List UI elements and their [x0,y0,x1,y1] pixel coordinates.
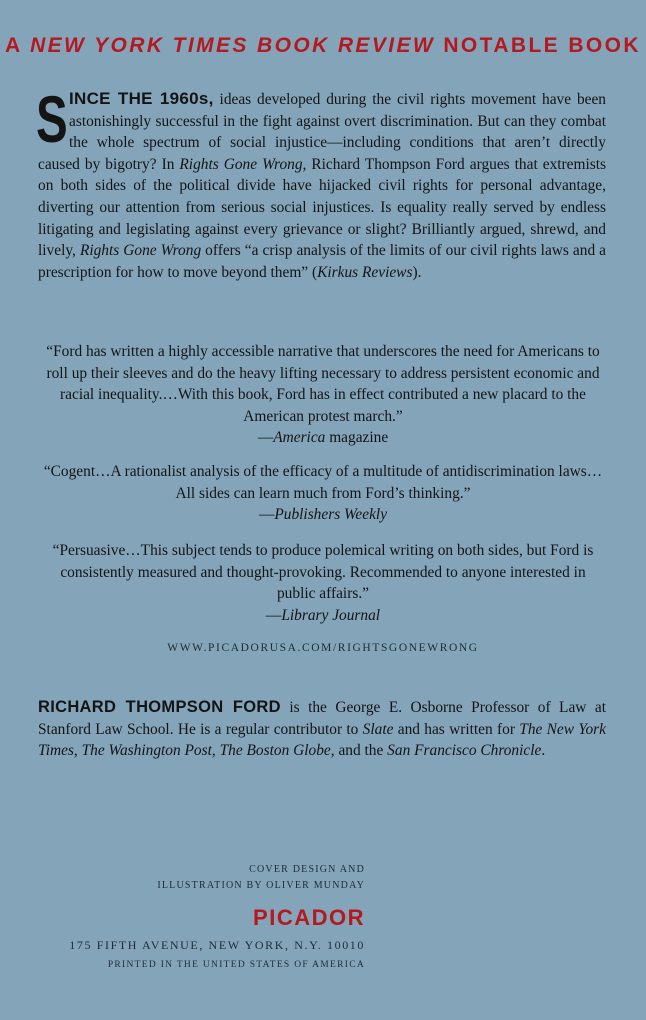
publication-name: San Francisco Chronicle [387,742,542,760]
quote-attribution: —America magazine [257,429,389,447]
publication-name: The New York Times [38,720,606,760]
quote-attribution: —Publishers Weekly [258,506,388,524]
publisher-logo: PICADOR [253,905,365,930]
drop-cap: S [36,82,68,156]
description-text-1: ideas developed during the civil rights movement have been astonishingly successful in the fight against overt discrimination. But can they combat the whole spectrum of social injustice—including conditions that aren’t directly caused by bigotry? In [38,91,607,173]
banner-suffix: NOTABLE BOOK [435,34,641,57]
banner-publication: NEW YORK TIMES BOOK REVIEW [30,34,436,57]
description-text-3: offers “a crisp analysis of the limits of our civil rights laws and a prescription for how to move beyond them” ( [38,242,607,281]
description-lead: INCE THE 1960s, [69,89,214,108]
description-text-2: Richard Thompson Ford argues that extremists on both sides of the political divide have hijacked civil rights for personal advantage, diverting our attention from serious social injustices. Is equality really served by endless litigating and legislating against every grievance or slight? Brilliantly argued, shrewd, and lively, [38,155,606,260]
review-quote [40,461,606,526]
description-text-4: ). [412,263,422,281]
quote-text: “Persuasive…This subject tends to produce polemical writing on both sides, but Ford is consistently measured and thought-provoking. Recommended to anyone interested in public affairs.” [52,542,594,603]
review-quote [40,540,606,626]
cover-credits [157,862,365,894]
publication-name: Slate [362,720,394,738]
author-bio: RICHARD THOMPSON FORD is the George E. Osborne Professor of Law at Stanford Law School. He is a regular contributor to Slate and has written for The New York Times, The Washington Post, The Boston Globe, and the San Francisco Chronicle. [38,698,606,760]
quote-text: “Ford has written a highly accessible narrative that underscores the need for Americans to roll up their sleeves and do the heavy lifting necessary to address persistent economic and racial inequality.…With this book, Ford has in effect contributed a new placard to the American protest march.” [46,343,600,425]
publication-name: The Boston Globe [219,742,331,760]
book-description [36,82,607,283]
quote-source: America [273,429,326,447]
book-title-2: Rights Gone Wrong [79,242,202,260]
credits-line-2: ILLUSTRATION BY OLIVER MUNDAY [157,880,365,891]
publication-name: The Washington Post [81,742,212,760]
notable-book-banner [0,34,646,58]
banner-prefix: A [5,34,31,57]
book-title-1: Rights Gone Wrong, [179,155,307,173]
credits-line-1: COVER DESIGN AND [249,864,365,875]
kirkus-source: Kirkus Reviews [317,263,413,281]
quote-text: “Cogent…A rationalist analysis of the efficacy of a multitude of antidiscrimination laws…All sides can learn much from Ford’s thinking.” [43,463,603,502]
review-quote [40,341,606,449]
publisher-address: 175 FIFTH AVENUE, NEW YORK, N.Y. 10010 [69,938,365,952]
author-name: RICHARD THOMPSON FORD [38,698,281,716]
quote-source: Library Journal [281,606,381,624]
printed-in: PRINTED IN THE UNITED STATES OF AMERICA [107,960,365,970]
quote-source: Publishers Weekly [274,506,388,524]
website-url: WWW.PICADORUSA.COM/RIGHTSGONEWRONG [167,642,479,654]
quote-attribution: —Library Journal [265,606,381,624]
